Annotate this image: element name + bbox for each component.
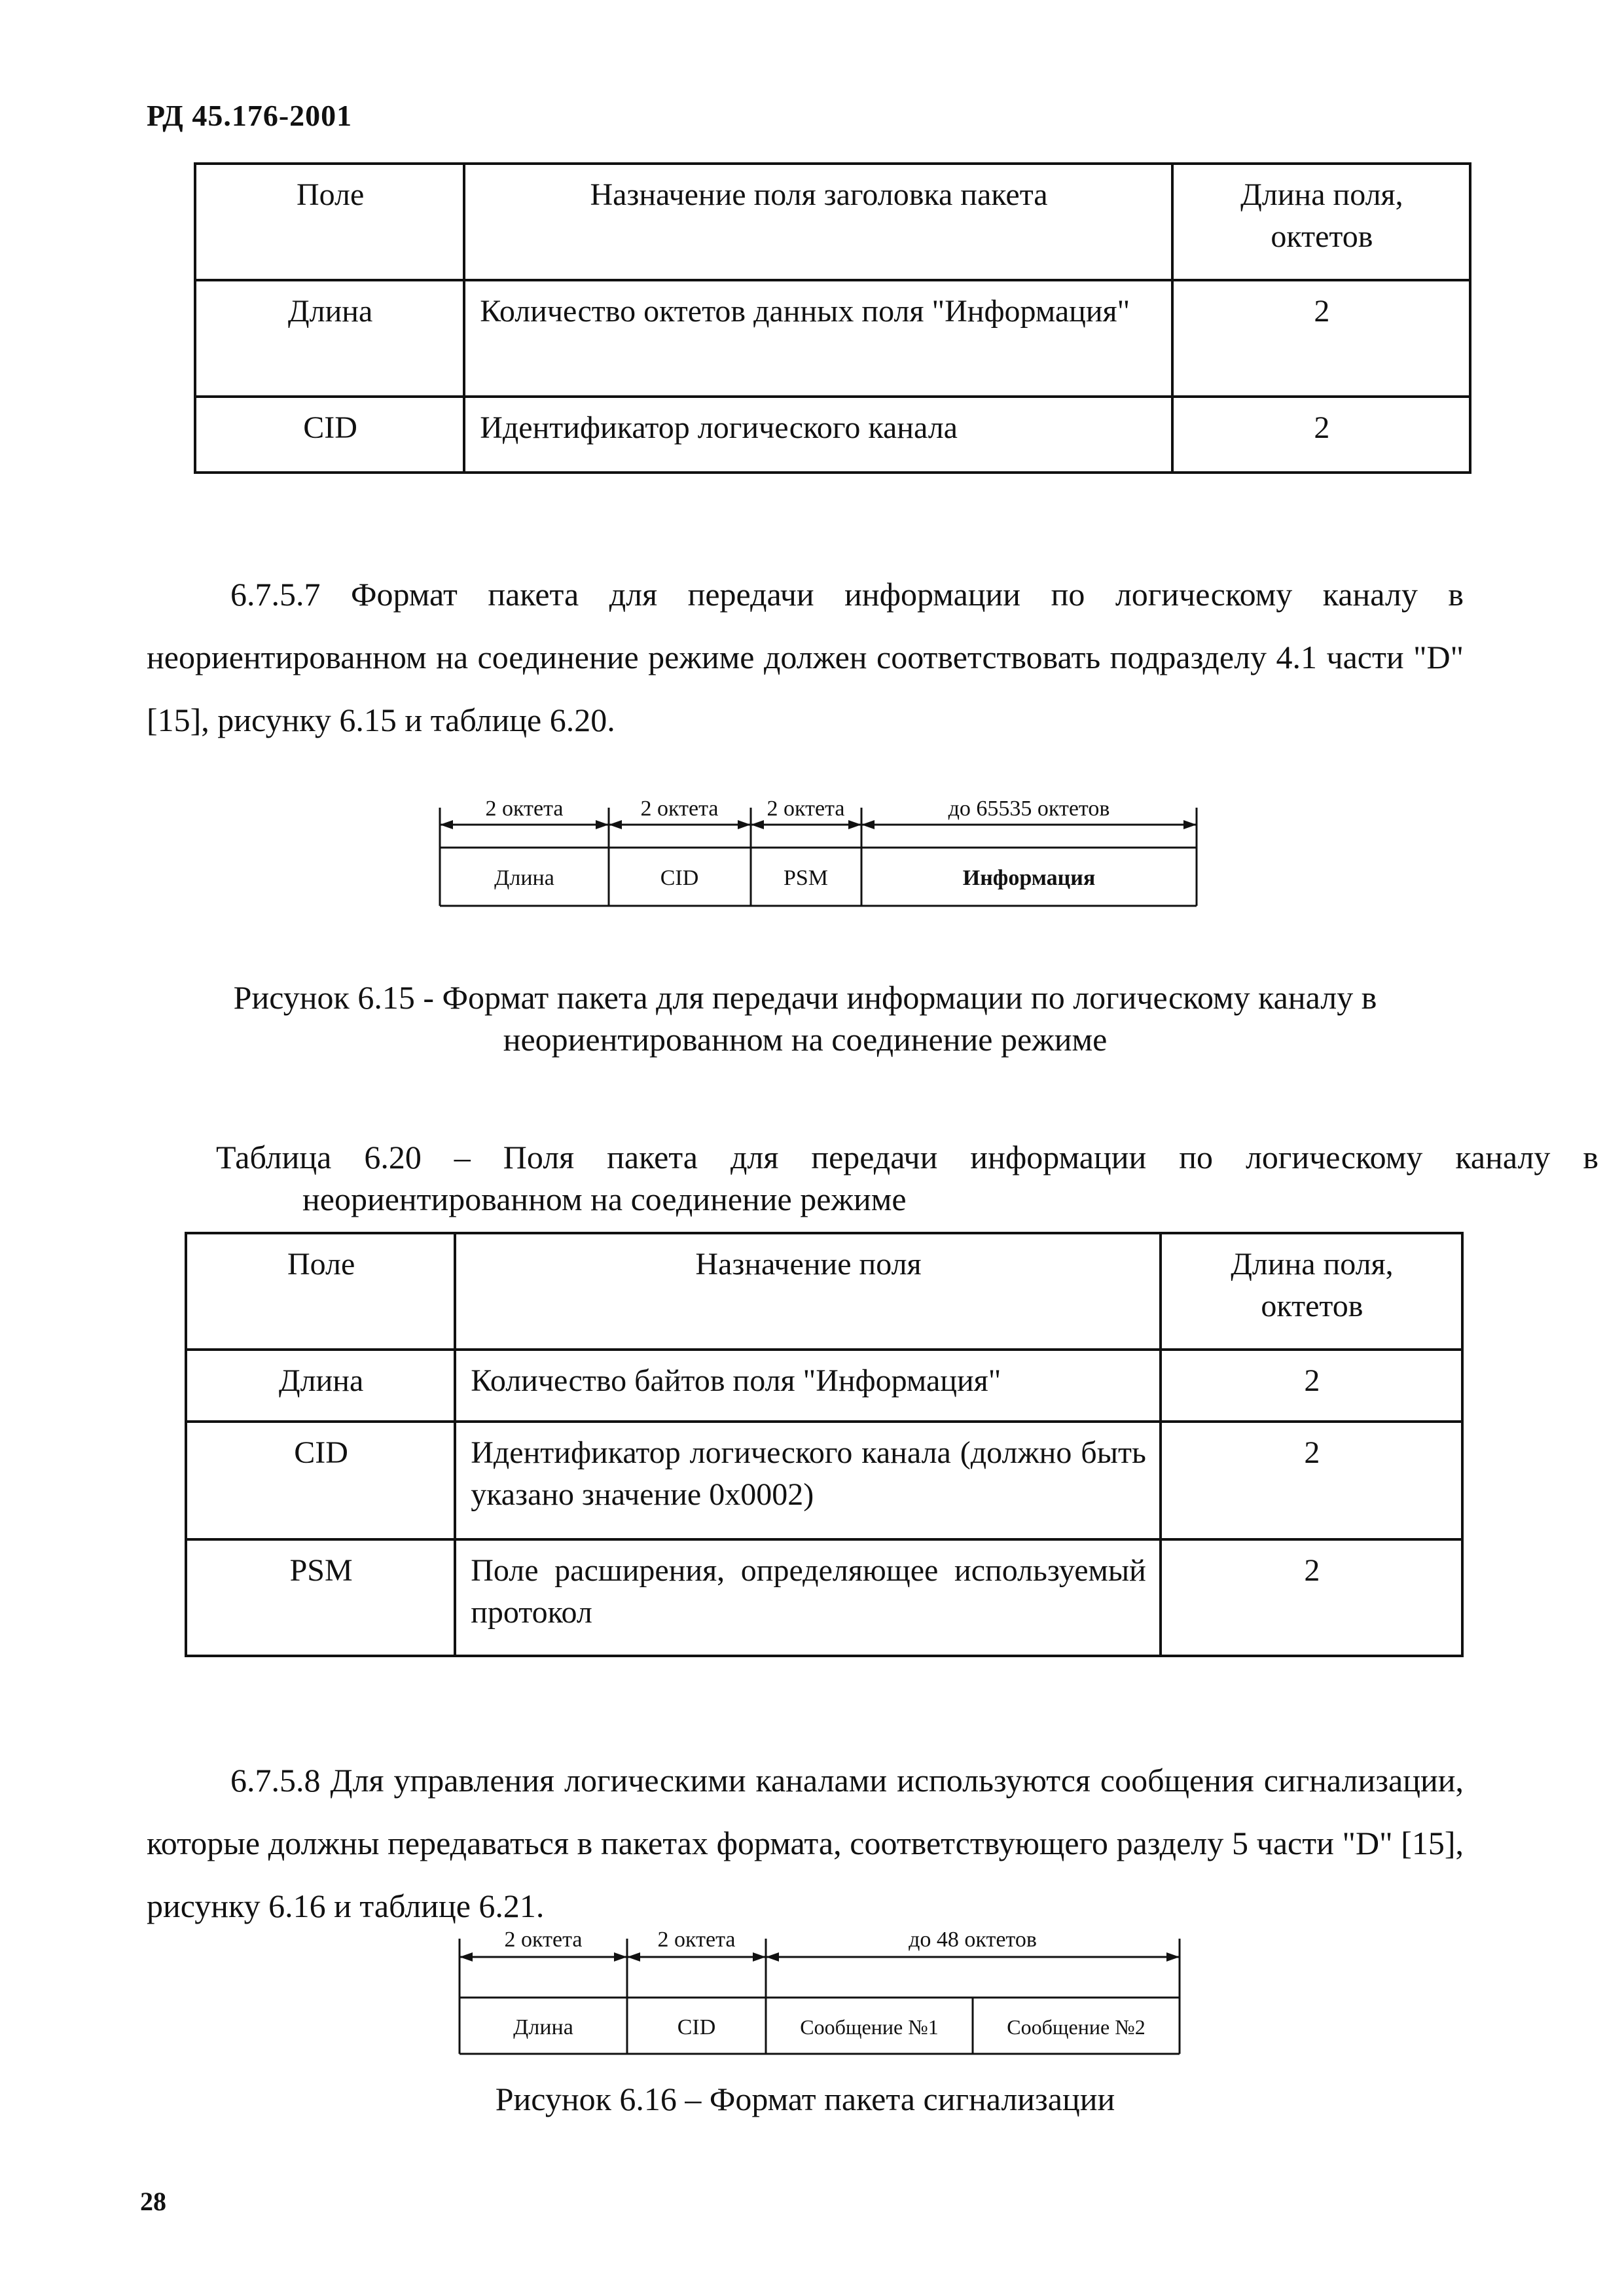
table-row (186, 1350, 1462, 1422)
cell-field: Длина (195, 280, 464, 397)
dim-label: 2 октета (767, 797, 845, 821)
cell-length: 2 (1161, 1539, 1462, 1656)
field-label: Сообщение №2 (1007, 2015, 1146, 2039)
cell-length: 2 (1172, 280, 1470, 397)
cell-field: PSM (186, 1539, 455, 1656)
header-fields-table (194, 162, 1471, 474)
column-header-length: Длина поля, октетов (1172, 164, 1470, 280)
figure-6-16-caption: Рисунок 6.16 – Формат пакета сигнализации (495, 2081, 1115, 2117)
table-6-20 (185, 1232, 1464, 1657)
cell-purpose: Количество байтов поля "Информация" (455, 1350, 1161, 1422)
document-code: РД 45.176-2001 (147, 99, 353, 132)
column-header-field: Поле (195, 164, 464, 280)
dim-label: 2 октета (485, 797, 564, 821)
field-label: CID (677, 2015, 716, 2039)
cell-purpose: Идентификатор логического канала (464, 397, 1172, 473)
dim-label: до 65535 октетов (948, 797, 1110, 821)
table-header-row (186, 1233, 1462, 1350)
paragraph-6-7-5-7: 6.7.5.7 Формат пакета для передачи информации по логическому каналу в неориентированном на соединение режиме должен соответствовать подразделу 4.1 части "D" [15], рисунку 6.15 и таблице 6.20. (147, 576, 1464, 738)
cell-length: 2 (1161, 1422, 1462, 1539)
field-label: Информация (962, 866, 1096, 890)
dim-label: 2 октета (504, 1928, 583, 1952)
cell-field: CID (195, 397, 464, 473)
cell-purpose: Идентификатор логического канала (должно быть указано значение 0x0002) (455, 1422, 1161, 1539)
figure-6-16-diagram (452, 1919, 1191, 2070)
cell-field: Длина (186, 1350, 455, 1422)
table-row (195, 280, 1470, 397)
cell-purpose: Количество октетов данных поля "Информация" (464, 280, 1172, 397)
page-number: 28 (140, 2187, 166, 2216)
table-row (186, 1422, 1462, 1539)
column-header-purpose: Назначение поля (455, 1233, 1161, 1350)
dim-label: 2 октета (640, 797, 719, 821)
column-header-field: Поле (186, 1233, 455, 1350)
field-label: Сообщение №1 (800, 2015, 939, 2039)
column-header-length: Длина поля, октетов (1161, 1233, 1462, 1350)
field-label: PSM (783, 866, 829, 890)
table-header-row (195, 164, 1470, 280)
paragraph-6-7-5-8: 6.7.5.8 Для управления логическими каналами используются сообщения сигнализации, которые должны передаваться в пакетах формата, соответствующего разделу 5 части "D" [15], рисунку 6.16 и таблице 6.21. (147, 1762, 1464, 1924)
table-6-20-caption: Таблица 6.20 – Поля пакета для передачи информации по логическому каналу в неориентированном на соединение режиме (216, 1139, 1598, 1217)
cell-length: 2 (1161, 1350, 1462, 1422)
column-header-purpose: Назначение поля заголовка пакета (464, 164, 1172, 280)
figure-6-15-diagram (432, 785, 1204, 923)
field-label: Длина (513, 2015, 573, 2039)
field-label: CID (660, 866, 699, 890)
table-row (195, 397, 1470, 473)
dim-label: 2 октета (657, 1928, 736, 1952)
cell-purpose: Поле расширения, определяющее используемый протокол (455, 1539, 1161, 1656)
cell-length: 2 (1172, 397, 1470, 473)
dim-label: до 48 октетов (909, 1928, 1037, 1952)
field-label: Длина (494, 866, 554, 890)
cell-field: CID (186, 1422, 455, 1539)
figure-6-15-caption: Рисунок 6.15 - Формат пакета для передачи информации по логическому каналу в неориентированном на соединение режиме (233, 979, 1377, 1058)
table-row (186, 1539, 1462, 1656)
